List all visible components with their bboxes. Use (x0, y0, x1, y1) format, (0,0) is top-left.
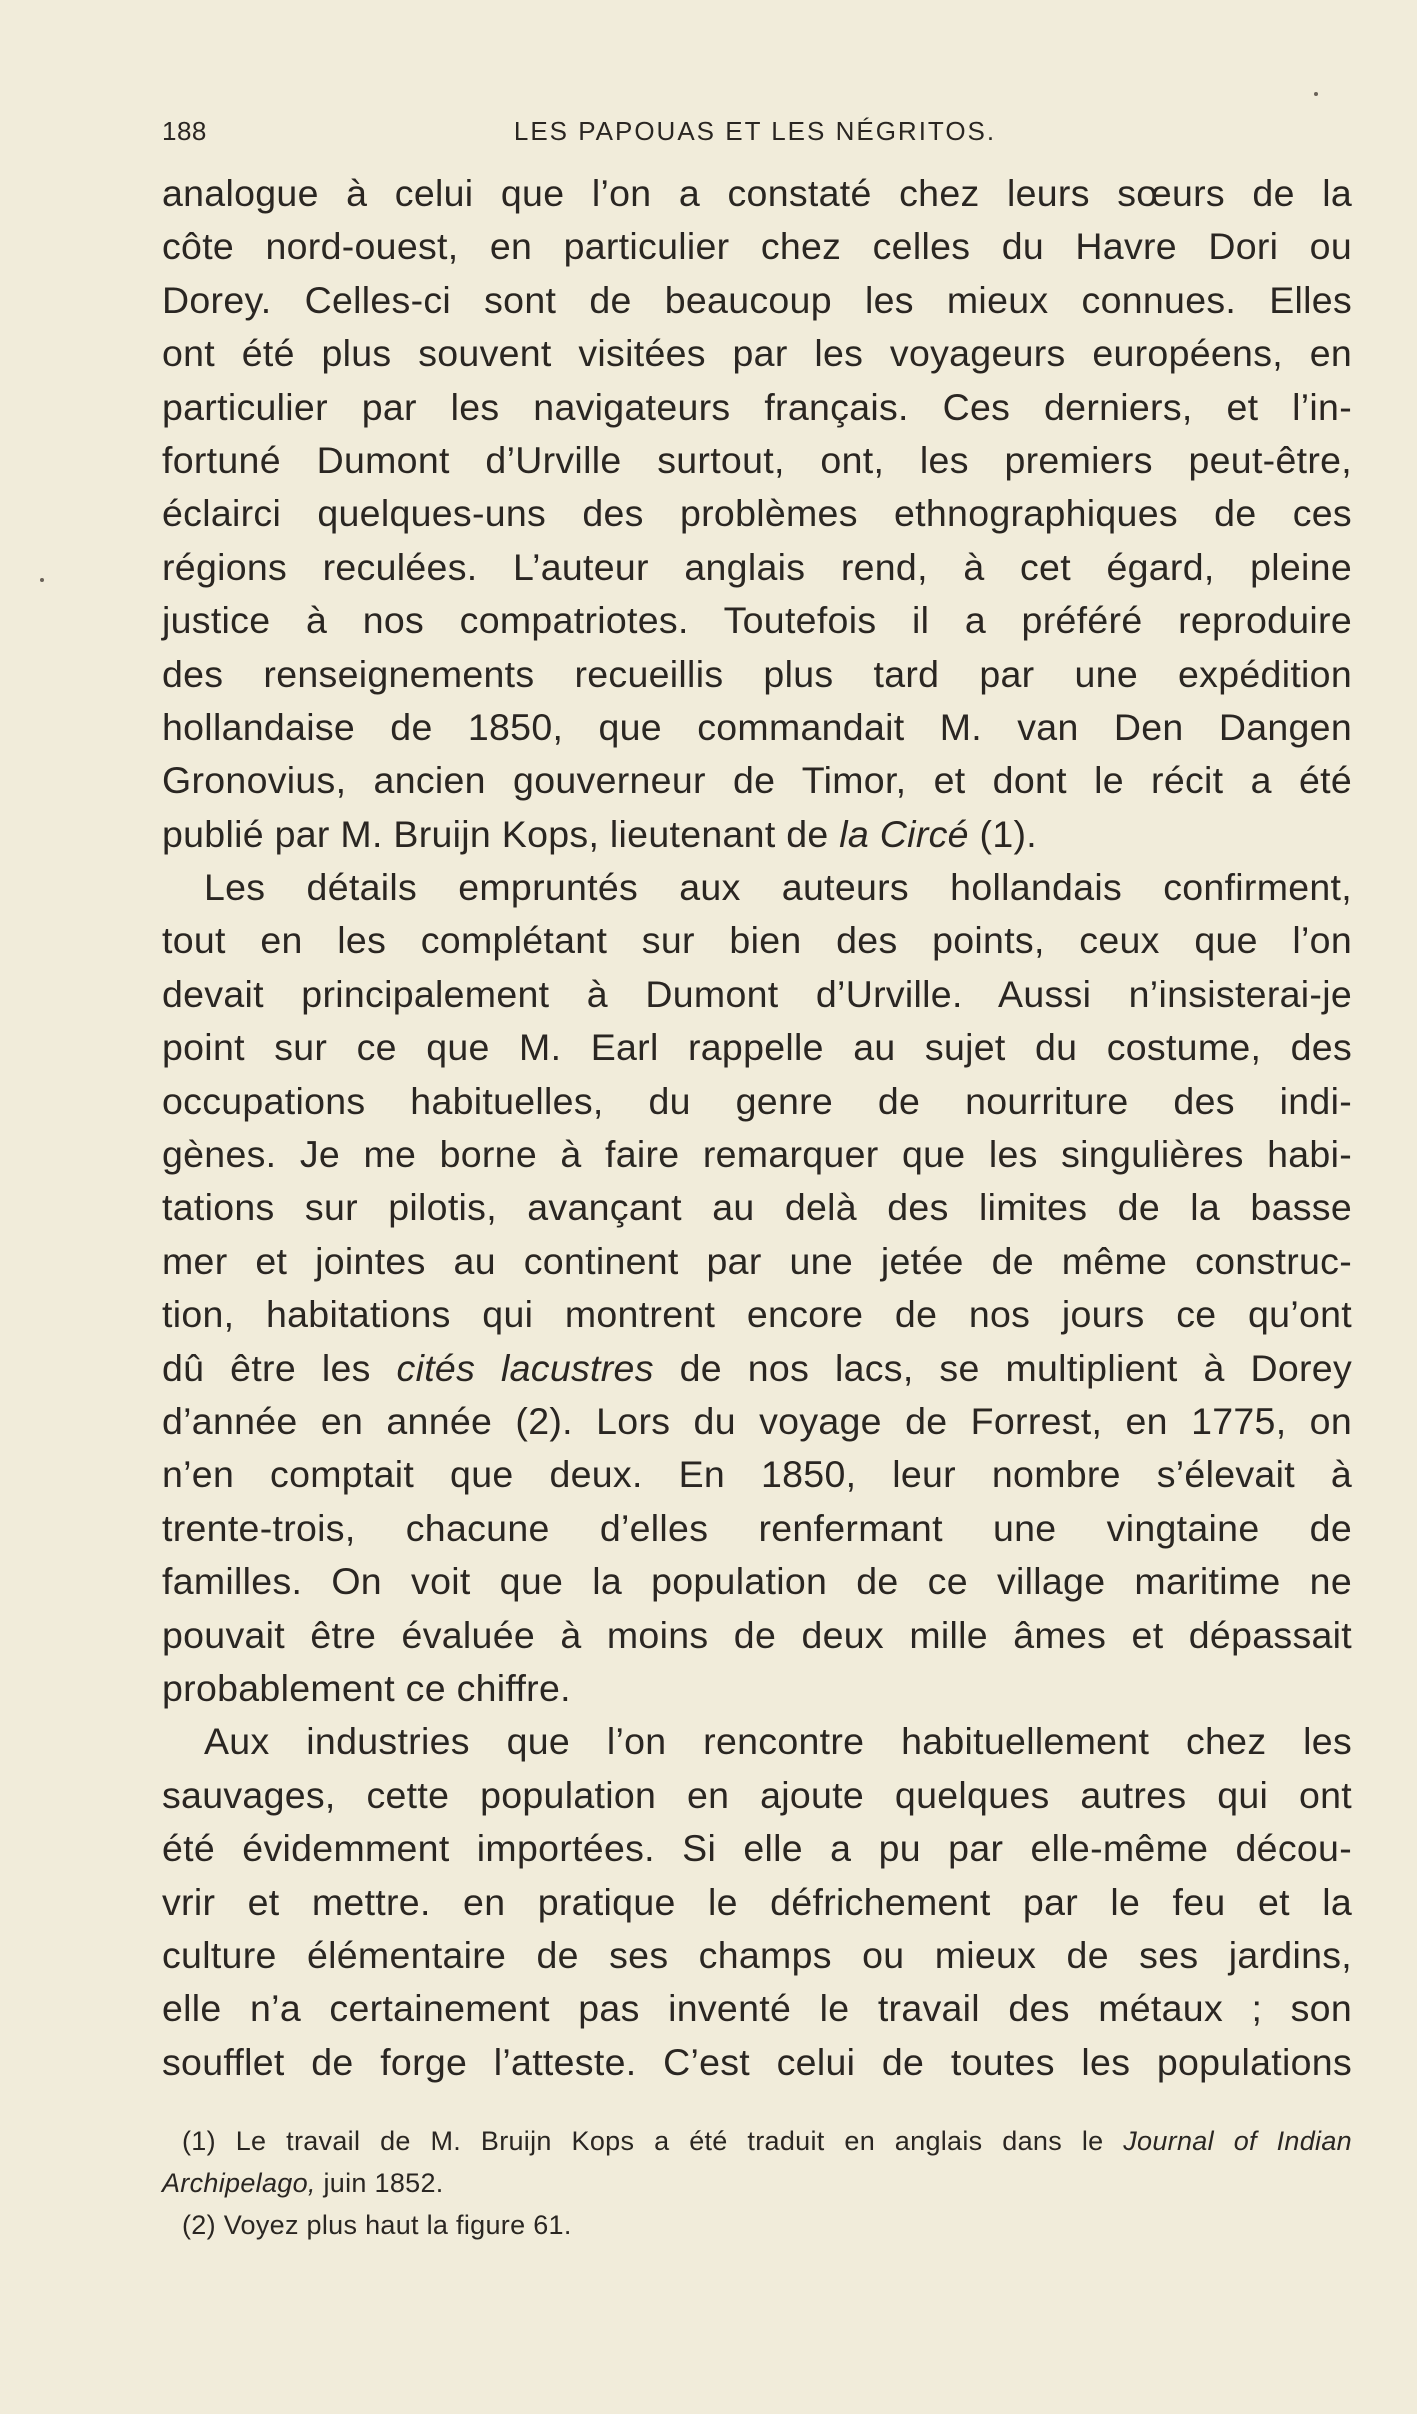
footnote-text: (1) Le travail de M. Bruijn Kops a été traduit en anglais dans le (182, 2126, 1124, 2156)
paper-speck (40, 578, 44, 582)
text-line: ont été plus souvent visitées par les voyageurs européens, en (162, 332, 1352, 375)
text-line: tations sur pilotis, avançant au delà des limites de la basse (162, 1186, 1352, 1229)
italic-title: la Circé (839, 812, 969, 855)
footnote-1 (162, 2120, 1352, 2162)
text-line: point sur ce que M. Earl rappelle au sujet du costume, des (162, 1026, 1352, 1069)
italic-term: cités lacustres (396, 1346, 654, 1389)
text-line: pouvait être évaluée à moins de deux mille âmes et dépassait (162, 1613, 1352, 1656)
text-line: d’année en année (2). Lors du voyage de Forrest, en 1775, on (162, 1399, 1352, 1442)
text-line: tout en les complétant sur bien des points, ceux que l’on (162, 919, 1352, 962)
footnote-1-continued (162, 2162, 1352, 2204)
footnotes (162, 2120, 1352, 2246)
text-run: dû être les (162, 1346, 397, 1389)
paragraph-start: Aux industries que l’on rencontre habituellement chez les (204, 1720, 1352, 1763)
text-run: publié par M. Bruijn Kops, lieutenant de (162, 812, 840, 855)
text-line (162, 1342, 1352, 1395)
text-line: justice à nos compatriotes. Toutefois il a préféré reproduire (162, 599, 1352, 642)
text-line: elle n’a certainement pas inventé le travail des métaux ; son (162, 1987, 1352, 2030)
text-line: soufflet de forge l’atteste. C’est celui de toutes les populations (162, 2040, 1352, 2083)
body-text (162, 167, 1352, 2089)
text-line: occupations habituelles, du genre de nourriture des indi- (162, 1079, 1352, 1122)
text-line: côte nord-ouest, en particulier chez celles du Havre Dori ou (162, 225, 1352, 268)
page-header (160, 108, 1350, 152)
text-line: probablement ce chiffre. (162, 1666, 571, 1709)
text-line: éclairci quelques-uns des problèmes ethnographiques de ces (162, 492, 1352, 535)
text-run: (1). (968, 812, 1037, 855)
page-number: 188 (162, 116, 207, 146)
text-line: mer et jointes au continent par une jetée de même construc- (162, 1239, 1352, 1282)
text-line: été évidemment importées. Si elle a pu par elle-même décou- (162, 1827, 1352, 1870)
paper-speck (1314, 92, 1318, 96)
text-line: familles. On voit que la population de ce village maritime ne (162, 1560, 1352, 1603)
text-line: vrir et mettre. en pratique le défrichement par le feu et la (162, 1880, 1352, 1923)
text-line: culture élémentaire de ses champs ou mieux de ses jardins, (162, 1933, 1352, 1976)
running-title: LES PAPOUAS ET LES NÉGRITOS. (513, 116, 997, 146)
text-line: Dorey. Celles-ci sont de beaucoup les mieux connues. Elles (162, 278, 1352, 321)
text-line: n’en comptait que deux. En 1850, leur nombre s’élevait à (162, 1453, 1352, 1496)
text-run: de nos lacs, se multiplient à Dorey (653, 1346, 1352, 1389)
text-line: régions reculées. L’auteur anglais rend, à cet égard, pleine (162, 545, 1352, 588)
text-line (162, 808, 1352, 861)
text-line: trente-trois, chacune d’elles renfermant une vingtaine de (162, 1506, 1352, 1549)
text-line: particulier par les navigateurs français. Ces derniers, et l’in- (162, 385, 1352, 428)
text-line: fortuné Dumont d’Urville surtout, ont, les premiers peut-être, (162, 438, 1352, 481)
text-line: tion, habitations qui montrent encore de nos jours ce qu’ont (162, 1293, 1352, 1336)
footnote-journal-title: Archipelago, (162, 2168, 316, 2198)
text-line: gènes. Je me borne à faire remarquer que les singulières habi- (162, 1133, 1352, 1176)
text-line: hollandaise de 1850, que commandait M. van Den Dangen (162, 705, 1352, 748)
paragraph-start: Les détails empruntés aux auteurs hollandais confirment, (204, 866, 1352, 909)
text-line: Gronovius, ancien gouverneur de Timor, et dont le récit a été (162, 759, 1352, 802)
text-line: sauvages, cette population en ajoute quelques autres qui ont (162, 1773, 1352, 1816)
text-line: devait principalement à Dumont d’Urville. Aussi n’insisterai-je (162, 972, 1352, 1015)
text-line: analogue à celui que l’on a constaté chez leurs sœurs de la (162, 172, 1352, 214)
text-line: des renseignements recueillis plus tard par une expédition (162, 652, 1352, 695)
footnote-journal-title: Journal of Indian (1123, 2126, 1352, 2156)
footnote-text: juin 1852. (315, 2168, 444, 2198)
footnote-2: (2) Voyez plus haut la figure 61. (182, 2210, 572, 2240)
